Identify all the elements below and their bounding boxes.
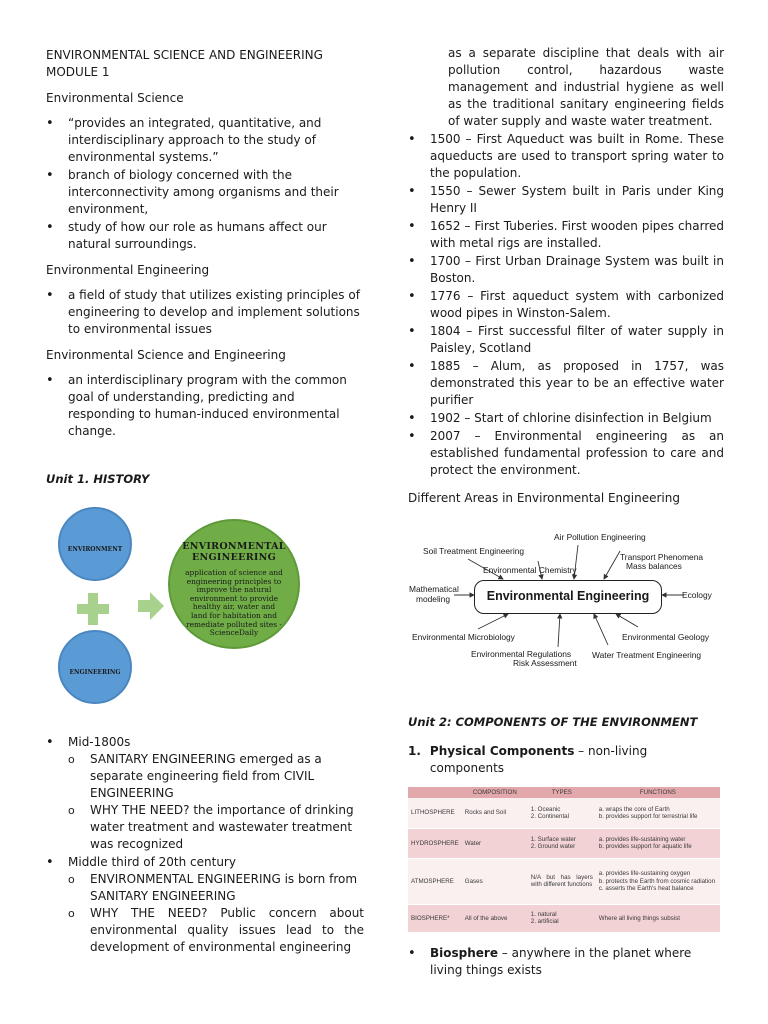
cell-line: a. wraps the core of Earth bbox=[598, 805, 670, 813]
title-line-1: ENVIRONMENTAL SCIENCE AND ENGINEERING bbox=[46, 48, 323, 62]
table-row bbox=[408, 798, 720, 828]
cell-line: c. asserts the Earth's heat balance bbox=[598, 885, 694, 893]
table-cell: Water bbox=[462, 828, 528, 858]
area-math-modeling-2: modeling bbox=[416, 594, 450, 604]
table-cell: BIOSPHERE* bbox=[408, 904, 462, 932]
table-cell: LITHOSPHERE bbox=[408, 798, 462, 828]
table-cell bbox=[528, 904, 596, 932]
areas-diagram bbox=[408, 517, 720, 687]
title-line-2: MODULE 1 bbox=[46, 65, 110, 79]
biosphere-definition: – anywhere in the planet where living things exists bbox=[430, 945, 692, 977]
env-sci-eng-heading: Environmental Science and Engineering bbox=[46, 348, 286, 362]
history-timeline-list bbox=[408, 131, 724, 479]
list-item bbox=[408, 945, 724, 979]
table-cell: Where all living things subsist bbox=[596, 904, 720, 932]
table-cell: Gases bbox=[462, 858, 528, 904]
table-cell: Rocks and Soil bbox=[462, 798, 528, 828]
sub-list bbox=[68, 751, 364, 853]
list-item-text: • Middle third of 20th century bbox=[68, 855, 236, 869]
area-regulations: Environmental Regulations bbox=[471, 649, 572, 659]
plus-icon bbox=[76, 592, 110, 626]
unit2-heading: Unit 2: COMPONENTS OF THE ENVIRONMENT bbox=[408, 715, 698, 729]
env-science-list bbox=[46, 115, 364, 253]
physical-components-item bbox=[408, 743, 724, 777]
document-title bbox=[46, 47, 364, 81]
history-diagram bbox=[46, 504, 346, 709]
area-transport-phenomena: Transport Phenomena bbox=[620, 552, 704, 562]
unit1-heading: Unit 1. HISTORY bbox=[46, 472, 150, 486]
list-item bbox=[46, 854, 364, 956]
cell-line: 2. artificial bbox=[530, 918, 559, 926]
area-water-treatment: Water Treatment Engineering bbox=[592, 650, 702, 660]
biosphere-list bbox=[408, 945, 724, 979]
table-cell: ATMOSPHERE bbox=[408, 858, 462, 904]
areas-heading: Different Areas in Environmental Engineering bbox=[408, 491, 680, 505]
table-header-cell: FUNCTIONS bbox=[596, 787, 720, 798]
engineering-circle bbox=[58, 630, 132, 704]
cell-line: 1. natural bbox=[530, 911, 557, 918]
table-row bbox=[408, 858, 720, 904]
cell-line: 2. Ground water bbox=[530, 843, 576, 851]
list-item: • 1652 – First Tuberies. First wooden pipes charred with metal rigs are installed. bbox=[408, 218, 724, 252]
environment-circle-label: ENVIRONMENT bbox=[67, 546, 123, 553]
list-item: • 1776 – First aqueduct system with carbonized wood pipes in Winston-Salem. bbox=[408, 288, 724, 322]
table-row bbox=[408, 828, 720, 858]
arrow-right-icon bbox=[138, 592, 164, 620]
sub-list-item: o ENVIRONMENTAL ENGINEERING is born from SANITARY ENGINEERING bbox=[68, 871, 364, 905]
biosphere-term: Biosphere bbox=[430, 945, 498, 960]
cell-line: a. provides life-sustaining oxygen bbox=[598, 870, 691, 878]
list-item: • “provides an integrated, quantitative, and interdisciplinary approach to the study of environmental systems.” bbox=[46, 115, 364, 166]
cell-line: 2. Continental bbox=[530, 813, 569, 821]
table-cell: HYDROSPHERE bbox=[408, 828, 462, 858]
env-engineering-heading: Environmental Engineering bbox=[46, 263, 210, 277]
table-cell bbox=[596, 858, 720, 904]
cell-line: a. provides life-sustaining water bbox=[598, 836, 686, 843]
area-mass-balances: Mass balances bbox=[626, 561, 682, 571]
engineering-circle-label: ENGINEERING bbox=[69, 669, 121, 676]
sub-list-item: o SANITARY ENGINEERING emerged as a separate engineering field from CIVIL ENGINEERING bbox=[68, 751, 364, 802]
list-item: • branch of biology concerned with the interconnectivity among organisms and their environment, bbox=[46, 167, 364, 218]
list-item: • 1550 – Sewer System built in Paris under King Henry II bbox=[408, 183, 724, 217]
list-item: • study of how our role as humans affect our natural surroundings. bbox=[46, 219, 364, 253]
table-header-cell: COMPOSITION bbox=[462, 787, 528, 798]
history-left-list bbox=[46, 734, 364, 956]
env-sci-eng-list bbox=[46, 372, 364, 440]
table-cell bbox=[596, 828, 720, 858]
right-column bbox=[408, 45, 724, 980]
result-definition: application of science and engineering principles to improve the natural environment to provide healthy air, water and land for habitation and remediate polluted sites -ScienceDaily bbox=[185, 568, 283, 638]
area-microbiology: Environmental Microbiology bbox=[412, 632, 515, 642]
list-item: • 1804 – First successful filter of water supply in Paisley, Scotland bbox=[408, 323, 724, 357]
area-air-pollution: Air Pollution Engineering bbox=[554, 532, 646, 542]
table-header-cell: TYPES bbox=[528, 787, 596, 798]
cell-line: b. protects the Earth from cosmic radiation bbox=[598, 877, 716, 885]
table-header-row bbox=[408, 787, 720, 798]
env-engineering-list bbox=[46, 287, 364, 338]
item-text bbox=[430, 743, 724, 777]
cell-line: b. provides support for aquatic life bbox=[598, 843, 692, 851]
sub-list bbox=[68, 871, 364, 956]
components-table bbox=[408, 787, 720, 933]
list-item: • a field of study that utilizes existing principles of engineering to develop and implement solutions to environmental issues bbox=[46, 287, 364, 338]
result-title-1: ENVIRONMENTAL bbox=[182, 541, 286, 552]
cell-line: b. provides support for terrestrial life bbox=[598, 813, 698, 821]
area-math-modeling-1: Mathematical bbox=[409, 584, 459, 594]
table-header-cell bbox=[408, 787, 462, 798]
item-rest: – non-living components bbox=[429, 744, 648, 775]
area-ecology: Ecology bbox=[682, 590, 712, 600]
list-item: • an interdisciplinary program with the common goal of understanding, predicting and responding to human-induced environmental change. bbox=[46, 372, 364, 440]
area-risk-assessment: Risk Assessment bbox=[513, 658, 577, 668]
item-bold: Physical Components bbox=[429, 744, 575, 758]
list-item: • 1902 – Start of chlorine disinfection in Belgium bbox=[408, 410, 724, 427]
table-cell bbox=[528, 828, 596, 858]
list-item-text: • Mid-1800s bbox=[68, 735, 131, 749]
table-cell bbox=[596, 798, 720, 828]
environmental-engineering-circle bbox=[168, 519, 300, 649]
item-number: 1. bbox=[408, 744, 421, 758]
env-science-heading: Environmental Science bbox=[46, 91, 184, 105]
sub-list-item: o WHY THE NEED? Public concern about environmental quality issues lead to the development of environmental engineering bbox=[68, 905, 364, 956]
continuation-text: as a separate discipline that deals with air pollution control, hazardous waste management and industrial hygiene as well as the traditional sanitary engineering fields of water supply and waste water treatment. bbox=[448, 46, 724, 128]
list-item: • 1500 – First Aqueduct was built in Rome. These aqueducts are used to transport spring water to the population. bbox=[408, 131, 724, 182]
list-item bbox=[46, 734, 364, 853]
list-item: • 2007 – Environmental engineering as an established fundamental profession to care and protect the environment. bbox=[408, 428, 724, 479]
left-column bbox=[46, 47, 364, 957]
environment-circle bbox=[58, 507, 132, 581]
cell-line: 1. Surface water bbox=[530, 836, 576, 843]
area-geology: Environmental Geology bbox=[622, 632, 710, 642]
list-item: • 1700 – First Urban Drainage System was built in Boston. bbox=[408, 253, 724, 287]
list-item: • 1885 – Alum, as proposed in 1757, was demonstrated this year to be an effective water purifier bbox=[408, 358, 724, 409]
sub-list-item: o WHY THE NEED? the importance of drinking water treatment and wastewater treatment was recognized bbox=[68, 802, 364, 853]
table-cell: N/A but has layers with different functions bbox=[528, 858, 596, 904]
center-box: Environmental Engineering bbox=[474, 580, 662, 614]
table-cell: All of the above bbox=[462, 904, 528, 932]
table-cell bbox=[528, 798, 596, 828]
result-title-2: ENGINEERING bbox=[191, 552, 277, 563]
area-chemistry: Environmental Chemistry bbox=[483, 565, 577, 575]
cell-line: 1. Oceanic bbox=[530, 805, 561, 813]
table-row bbox=[408, 904, 720, 932]
area-soil-treatment: Soil Treatment Engineering bbox=[423, 546, 525, 556]
